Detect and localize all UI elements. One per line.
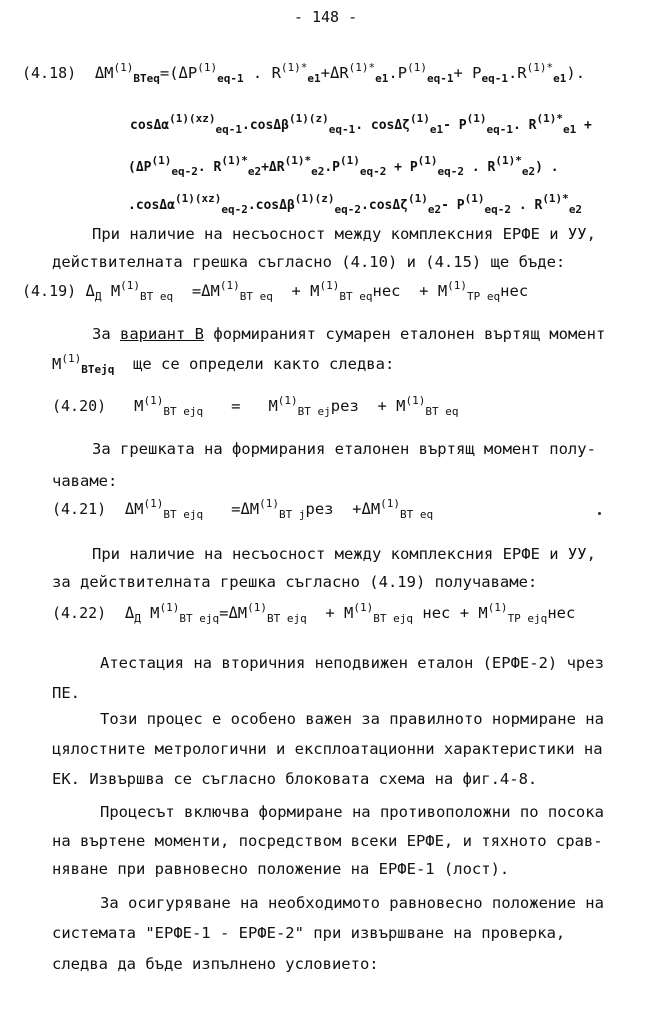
- paragraph-6-line-1: Този процес е особено важен за правилното нормиране на: [100, 710, 604, 728]
- equation-4-19: (4.19) $\Delta_Д$ $M^{(1)}_{BT eq} =\Delta M^{(1)}_{BT eq} + M^{(1)}_{BT eq}нес + M^{(1)}_{TP eq}нес$: [22, 278, 529, 303]
- paragraph-4-line-1: При наличие на несъосност между комплексния ЕРФЕ и УУ,: [92, 545, 596, 563]
- paragraph-5-line-2: ПЕ.: [52, 684, 80, 702]
- equation-4-21: (4.21) $\Delta M^{(1)}_{BT ejq} =\Delta M^{(1)}_{BT j}рез +\Delta M^{(1)}_{BT eq}$: [52, 496, 434, 521]
- paragraph-2-prefix: За: [92, 325, 111, 343]
- paragraph-2-line-1: [92, 325, 605, 343]
- equation-4-18-line4: .cosΔα$^{(1)(xz)}_{eq-2}$.cosΔβ$^{(1)(z)}_{eq-2}$.cosΔζ$^{(1)}_{e2}$- $P^{(1)}_{eq-2}$ . $R^{(1)*}_{e2}$: [128, 191, 583, 216]
- paragraph-6-line-3: ЕК. Извършва се съгласно блоковата схема на фиг.4-8.: [52, 770, 538, 788]
- paragraph-2-line-2: $M^{(1)}_{BTejq}$ ще се определи както следва:: [52, 351, 395, 376]
- paragraph-8-line-2: системата "ЕРФЕ-1 - ЕРФЕ-2" при извършване на проверка,: [52, 924, 566, 942]
- page-number: - 148 -: [293, 8, 358, 26]
- paragraph-6-line-2: цялостните метрологични и експлоатационни характеристики на: [52, 740, 603, 758]
- paragraph-3-line-1: За грешката на формирания еталонен въртящ момент полу-: [92, 440, 596, 458]
- equation-4-22-number: (4.22): [52, 604, 107, 622]
- paragraph-8-line-1: За осигуряване на необходимото равновесно положение на: [100, 894, 604, 912]
- paragraph-4-line-2: за действителната грешка съгласно (4.19) получаваме:: [52, 573, 538, 591]
- equation-4-18-line1: (4.18) $\Delta M^{(1)}_{BTeq}=(\Delta P^{(1)}_{eq-1}$ . $R^{(1)*}_{e1}+\Delta R^{(1)*}_{e1}.P^{(1)}_{eq-1}+ P_{eq-1}.R^{(1)*}_{e1}$).: [22, 60, 586, 85]
- equation-4-18-line3: ($\Delta P^{(1)}_{eq-2}$. $R^{(1)*}_{e2}+\Delta R^{(1)*}_{e2}.P^{(1)}_{eq-2} + P^{(1)}_{eq-2}$ . $R^{(1)*}_{e2}$) .: [128, 153, 559, 178]
- equation-4-19-number: (4.19): [22, 282, 77, 300]
- paragraph-2-rest: формираният сумарен еталонен въртящ момент: [213, 325, 606, 343]
- equation-4-18-number: (4.18): [22, 64, 77, 82]
- ink-speck: [598, 512, 601, 515]
- equation-4-20: (4.20) $M^{(1)}_{BT ejq} = M^{(1)}_{BT ej}рез + M^{(1)}_{BT eq}$: [52, 393, 459, 418]
- variant-b-underlined: вариант В: [120, 325, 205, 343]
- paragraph-3-line-2: чаваме:: [52, 472, 118, 490]
- paragraph-7-line-2: на въртене моменти, посредством всеки ЕРФЕ, и тяхното срав-: [52, 832, 603, 850]
- paragraph-7-line-1: Процесът включва формиране на противоположни по посока: [100, 803, 604, 821]
- equation-4-20-number: (4.20): [52, 397, 107, 415]
- paragraph-7-line-3: няване при равновесно положение на ЕРФЕ-1 (лост).: [52, 860, 510, 878]
- equation-4-18-line2: cosΔα$^{(1)(xz)}_{eq-1}$.cosΔβ$^{(1)(z)}_{eq-1}$. cosΔζ$^{(1)}_{e1}$- $P^{(1)}_{eq-1}$. $R^{(1)*}_{e1}$ +: [130, 111, 592, 136]
- equation-4-22: (4.22) $\Delta_Д$ $M^{(1)}_{BT ejq}=\Delta M^{(1)}_{BT ejq} + M^{(1)}_{BT ejq}$ нес + $M^{(1)}_{TP ejq}нес$: [52, 600, 576, 625]
- paragraph-8-line-3: следва да бъде изпълнено условието:: [52, 955, 379, 973]
- paragraph-1-line-2: действителната грешка съгласно (4.10) и (4.15) ще бъде:: [52, 253, 566, 271]
- paragraph-1-line-1: При наличие на несъосност между комплексния ЕРФЕ и УУ,: [92, 225, 596, 243]
- paragraph-5-line-1: Атестация на вторичния неподвижен еталон (ЕРФЕ-2) чрез: [100, 654, 604, 672]
- equation-4-21-number: (4.21): [52, 500, 107, 518]
